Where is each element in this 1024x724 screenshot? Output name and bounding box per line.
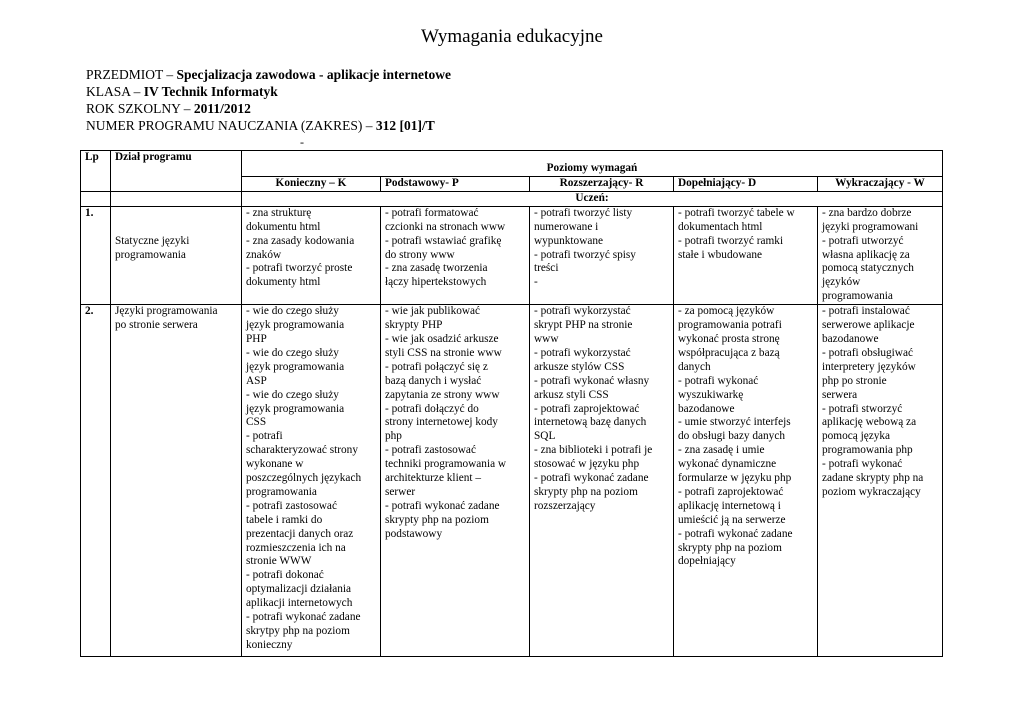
- requirement-line: tabele i ramki do: [246, 513, 323, 526]
- requirement-line: - potrafi wykonać własny: [534, 374, 650, 387]
- requirement-line: bazą danych i wysłać: [385, 374, 482, 387]
- requirement-line: serwera: [822, 388, 858, 401]
- requirement-line: języków: [822, 276, 861, 289]
- dzial-line: Statyczne języki: [115, 234, 190, 247]
- requirement-line: języki programowani: [822, 220, 919, 233]
- level-konieczny: Konieczny – K: [242, 177, 381, 192]
- cell-konieczny: [242, 206, 381, 304]
- requirement-line: formularze w języku php: [678, 472, 792, 485]
- requirement-line: - zna biblioteki i potrafi je: [534, 444, 653, 457]
- requirement-line: do strony www: [385, 248, 455, 261]
- requirement-line: - wie do czego służy: [246, 305, 339, 318]
- header-levels: Poziomy wymagań: [242, 151, 943, 177]
- requirement-line: - zna strukturę: [246, 206, 312, 219]
- uczen-label: Uczeń:: [242, 191, 943, 206]
- row-dzial: [111, 206, 242, 304]
- requirement-line: - potrafi tworzyć ramki: [678, 234, 784, 247]
- requirement-line: php: [385, 430, 402, 443]
- table-row: [81, 206, 943, 304]
- requirement-line: język programowania: [246, 319, 345, 332]
- requirement-line: optymalizacji działania: [246, 583, 352, 596]
- requirement-line: zapytania ze strony www: [385, 388, 500, 401]
- requirement-line: język programowania: [246, 360, 345, 373]
- requirement-line: wykonać prosta stronę: [678, 332, 780, 345]
- document-title: Wymagania edukacyjne: [421, 26, 603, 47]
- requirement-line: język programowania: [246, 402, 345, 415]
- cell-rozszerzajacy: [530, 305, 674, 657]
- requirement-line: - potrafi wykorzystać: [534, 346, 631, 359]
- requirement-line: arkusze stylów CSS: [534, 360, 625, 373]
- cell-rozszerzajacy: [530, 206, 674, 304]
- requirement-line: - zna zasadę tworzenia: [385, 262, 488, 275]
- requirement-line: skrytpy php na poziom: [246, 625, 350, 637]
- level-wykraczajacy: Wykraczający - W: [818, 177, 943, 192]
- requirement-line: - zna zasadę i umie: [678, 444, 765, 457]
- requirement-line: - potrafi wykonać: [678, 374, 759, 387]
- meta-klasa: KLASA – IV Technik Informatyk: [86, 84, 278, 99]
- requirement-line: - potrafi formatować: [385, 206, 479, 219]
- requirement-line: - potrafi dokonać: [246, 569, 324, 582]
- requirement-line: umieścić ją na serwerze: [678, 513, 786, 526]
- requirement-line: - potrafi wykonać zadane: [534, 472, 649, 485]
- requirement-line: aplikację webową za: [822, 416, 917, 429]
- requirement-line: - potrafi stworzyć: [822, 402, 903, 415]
- requirement-line: ASP: [246, 374, 267, 387]
- requirement-line: - potrafi tworzyć listy: [534, 206, 633, 219]
- requirement-line: - potrafi wykonać zadane: [678, 527, 793, 540]
- requirement-line: interpretery języków: [822, 360, 916, 373]
- meta-program: NUMER PROGRAMU NAUCZANIA (ZAKRES) – 312 [01]/T: [86, 118, 435, 133]
- requirement-line: zadane skrypty php na: [822, 472, 924, 485]
- requirement-line: programowania: [246, 485, 317, 498]
- dzial-line: programowania: [115, 248, 186, 261]
- requirement-line: skrypty PHP: [385, 319, 443, 332]
- requirement-line: stosować w języku php: [534, 458, 640, 471]
- requirement-line: - potrafi zaprojektować: [534, 402, 640, 415]
- requirement-line: -: [534, 276, 538, 289]
- requirement-line: serwer: [385, 485, 416, 498]
- level-rozszerzajacy: Rozszerzający- R: [530, 177, 674, 192]
- requirement-line: czcionki na stronach www: [385, 220, 506, 233]
- requirement-line: wypunktowane: [534, 234, 604, 247]
- requirement-line: dokumenty html: [246, 276, 321, 289]
- requirement-line: - potrafi połączyć się z: [385, 360, 488, 373]
- meta-rok: ROK SZKOLNY – 2011/2012: [86, 101, 251, 116]
- requirement-line: prezentacji danych oraz: [246, 527, 354, 540]
- requirement-line: - potrafi zastosować: [246, 499, 337, 512]
- requirement-line: aplikację internetową i: [678, 499, 781, 512]
- requirement-line: współpracująca z bazą: [678, 346, 780, 359]
- requirement-line: rozszerzający: [534, 499, 596, 512]
- requirement-line: styli CSS na stronie www: [385, 346, 502, 359]
- requirements-table: [80, 150, 943, 657]
- row-number: 2.: [81, 305, 111, 657]
- requirement-line: podstawowy: [385, 527, 443, 540]
- requirement-line: - umie stworzyć interfejs: [678, 416, 791, 429]
- meta-program-value: 312 [01]/T: [375, 118, 435, 133]
- requirement-line: do obsługi bazy danych: [678, 430, 785, 443]
- requirement-line: - potrafi tworzyć tabele w: [678, 206, 795, 219]
- requirement-line: znaków: [246, 248, 282, 261]
- requirement-line: - potrafi obsługiwać: [822, 346, 913, 359]
- requirement-line: własna aplikację za: [822, 248, 910, 261]
- requirement-line: skrypty php na poziom: [385, 513, 489, 526]
- requirement-line: strony internetowej kody: [385, 416, 498, 429]
- requirement-line: łączy hipertekstowych: [385, 276, 487, 289]
- requirement-line: - potrafi wykonać: [822, 458, 903, 471]
- requirement-line: - zna zasady kodowania: [246, 234, 355, 247]
- requirement-line: scharakteryzować strony: [246, 444, 358, 457]
- dzial-line: po stronie serwera: [115, 319, 198, 332]
- requirement-line: treści: [534, 262, 559, 275]
- level-podstawowy: Podstawowy- P: [381, 177, 530, 192]
- requirement-line: - potrafi dołączyć do: [385, 402, 479, 415]
- requirement-line: skrypty php na poziom: [678, 541, 782, 554]
- requirement-line: php po stronie: [822, 374, 887, 387]
- meta-przedmiot: PRZEDMIOT – Specjalizacja zawodowa - aplikacje internetowe: [86, 67, 451, 82]
- table-header-row: [81, 151, 943, 177]
- requirement-line: serwerowe aplikacje: [822, 319, 915, 332]
- requirement-line: - potrafi wstawiać grafikę: [385, 234, 502, 247]
- requirement-line: dopełniający: [678, 555, 736, 568]
- requirement-line: - wie jak osadzić arkusze: [385, 332, 499, 345]
- requirement-line: - potrafi wykonać zadane: [385, 499, 500, 512]
- level-dopelniajacy: Dopełniający- D: [674, 177, 818, 192]
- row-number: 1.: [81, 206, 111, 304]
- requirement-line: stałe i wbudowane: [678, 248, 763, 261]
- requirement-line: programowania potrafi: [678, 319, 782, 332]
- requirement-line: dokumentu html: [246, 220, 321, 233]
- requirement-line: - potrafi wykorzystać: [534, 305, 631, 318]
- requirement-line: SQL: [534, 430, 556, 443]
- requirement-line: - potrafi zaprojektować: [678, 485, 784, 498]
- requirement-line: CSS: [246, 416, 267, 429]
- requirement-line: numerowane i: [534, 220, 599, 233]
- header-lp: Lp: [81, 151, 111, 192]
- requirement-line: - potrafi instalować: [822, 305, 910, 318]
- requirement-line: - potrafi tworzyć spisy: [534, 248, 636, 261]
- requirement-line: poziom wykraczający: [822, 485, 921, 498]
- requirement-line: wykonane w: [246, 458, 304, 471]
- requirement-line: rozmieszczenia ich na: [246, 541, 346, 554]
- requirement-line: danych: [678, 360, 711, 373]
- requirement-line: wyszukiwarkę: [678, 388, 744, 401]
- requirement-line: - wie jak publikować: [385, 305, 481, 318]
- cell-dopelniajacy: [674, 305, 818, 657]
- requirement-line: bazodanowe: [822, 332, 879, 345]
- meta-klasa-value: IV Technik Informatyk: [143, 84, 278, 99]
- dzial-line: Języki programowania: [115, 305, 218, 318]
- requirement-line: programowania: [822, 290, 893, 303]
- requirement-line: arkusz styli CSS: [534, 388, 609, 401]
- requirement-line: - wie do czego służy: [246, 346, 339, 359]
- requirement-line: - potrafi wykonać zadane: [246, 611, 361, 624]
- requirement-line: poszczególnych językach: [246, 472, 362, 485]
- meta-dash: -: [300, 135, 304, 149]
- requirement-line: architekturze klient –: [385, 472, 481, 485]
- dzial-line: [115, 207, 237, 221]
- meta-przedmiot-value: Specjalizacja zawodowa - aplikacje internetowe: [176, 67, 451, 82]
- requirement-line: dokumentach html: [678, 220, 763, 233]
- requirement-line: - potrafi zastosować: [385, 444, 476, 457]
- requirement-line: aplikacji internetowych: [246, 597, 353, 610]
- requirement-line: - wie do czego służy: [246, 388, 339, 401]
- requirement-line: pomocą statycznych: [822, 262, 914, 275]
- cell-wykraczajacy: [818, 206, 943, 304]
- requirement-line: wykonać dynamiczne: [678, 458, 777, 471]
- requirement-line: internetową bazę danych: [534, 416, 647, 429]
- requirement-line: - potrafi tworzyć proste: [246, 262, 353, 275]
- cell-wykraczajacy: [818, 305, 943, 657]
- requirement-line: pomocą języka: [822, 430, 891, 443]
- requirement-line: www: [534, 332, 559, 345]
- row-dzial: [111, 305, 242, 657]
- table-row: [81, 305, 943, 657]
- requirement-line: PHP: [246, 332, 267, 345]
- requirement-line: skrypt PHP na stronie: [534, 319, 633, 332]
- document-meta: [86, 66, 451, 134]
- uczen-row: [81, 191, 943, 206]
- requirement-line: konieczny: [246, 638, 293, 651]
- requirement-line: - potrafi utworzyć: [822, 234, 904, 247]
- requirement-line: stronie WWW: [246, 555, 312, 568]
- cell-podstawowy: [381, 206, 530, 304]
- requirement-line: skrypty php na poziom: [534, 485, 638, 498]
- cell-dopelniajacy: [674, 206, 818, 304]
- meta-rok-value: 2011/2012: [193, 101, 251, 116]
- cell-konieczny: [242, 305, 381, 657]
- requirement-line: bazodanowe: [678, 402, 735, 415]
- requirement-line: - za pomocą języków: [678, 305, 775, 318]
- dzial-line: [115, 221, 237, 235]
- cell-podstawowy: [381, 305, 530, 657]
- requirement-line: techniki programowania w: [385, 458, 507, 471]
- requirement-line: programowania php: [822, 444, 913, 457]
- header-dzial: Dział programu: [111, 151, 242, 192]
- requirement-line: - zna bardzo dobrze: [822, 206, 912, 219]
- requirement-line: - potrafi: [246, 430, 283, 443]
